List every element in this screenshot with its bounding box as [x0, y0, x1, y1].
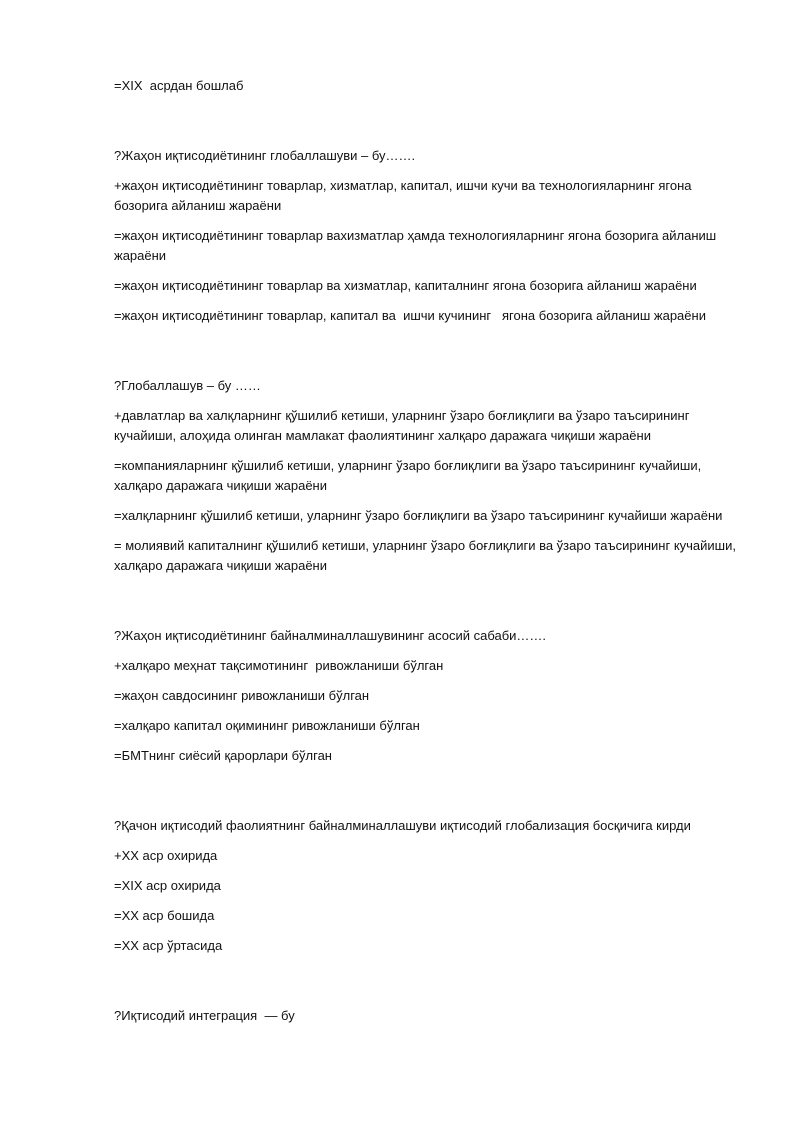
intro-answer: =XIX асрдан бошлаб [114, 78, 244, 93]
question-block-1 [114, 146, 739, 326]
question-text: ?Қачон иқтисодий фаолиятнинг байналминаллашуви иқтисодий глобализация босқичига кирди [114, 818, 691, 833]
answer-option: =ХХ аср бошида [114, 908, 215, 923]
answer-option: =жаҳон иқтисодиётининг товарлар ва хизматлар, капиталнинг ягона бозорига айланиш жараёни [114, 278, 697, 293]
question-text: ?Иқтисодий интеграция — бу [114, 1008, 295, 1023]
answer-option: = молиявий капиталнинг қўшилиб кетиши, уларнинг ўзаро боғлиқлиги ва ўзаро таъсирининг кучайиши, халқаро даражага чиқиши жараёни [114, 538, 744, 573]
question-text: ?Жаҳон иқтисодиётининг глобаллашуви – бу……. [114, 148, 416, 163]
answer-option: =жаҳон савдосининг ривожланиши бўлган [114, 688, 370, 703]
answer-option: +халқаро меҳнат тақсимотининг ривожланиши бўлган [114, 658, 444, 673]
answer-option: +жаҳон иқтисодиётининг товарлар, хизматлар, капитал, ишчи кучи ва технологияларнинг ягона бозорига айланиш жараёни [114, 178, 696, 213]
question-block-4 [114, 816, 739, 956]
question-block-2 [114, 376, 744, 576]
question-text: ?Жаҳон иқтисодиётининг байналминаллашувининг асосий сабаби……. [114, 628, 547, 643]
answer-option: =ХХ аср ўртасида [114, 938, 223, 953]
answer-option: =халқларнинг қўшилиб кетиши, уларнинг ўзаро боғлиқлиги ва ўзаро таъсирининг кучайиши жараёни [114, 508, 723, 523]
answer-option: =компанияларнинг қўшилиб кетиши, уларнинг ўзаро боғлиқлиги ва ўзаро таъсирининг кучайиши, халқаро даражага чиқиши жараёни [114, 458, 705, 493]
answer-option: +ХХ аср охирида [114, 848, 218, 863]
spacer [114, 336, 739, 376]
answer-option: =БМТнинг сиёсий қарорлари бўлган [114, 748, 332, 763]
document-content [114, 76, 744, 1036]
spacer [114, 106, 739, 146]
spacer [114, 966, 739, 1006]
question-block-5 [114, 1006, 739, 1026]
spacer [114, 586, 739, 626]
spacer [114, 776, 739, 816]
answer-option: +давлатлар ва халқларнинг қўшилиб кетиши, уларнинг ўзаро боғлиқлиги ва ўзаро таъсирининг кучайиши, алоҳида олинган мамлакат фаолиятининг халқаро даражага чиқиши жараёни [114, 408, 694, 443]
question-text: ?Глобаллашув – бу …… [114, 378, 261, 393]
answer-option: =жаҳон иқтисодиётининг товарлар, капитал ва ишчи кучининг ягона бозорига айланиш жараёни [114, 308, 706, 323]
answer-option: =халқаро капитал оқимининг ривожланиши бўлган [114, 718, 420, 733]
answer-option: =XIX аср охирида [114, 878, 221, 893]
question-block-3 [114, 626, 739, 766]
answer-option: =жаҳон иқтисодиётининг товарлар вахизматлар ҳамда технологияларнинг ягона бозорига айланиш жараёни [114, 228, 720, 263]
